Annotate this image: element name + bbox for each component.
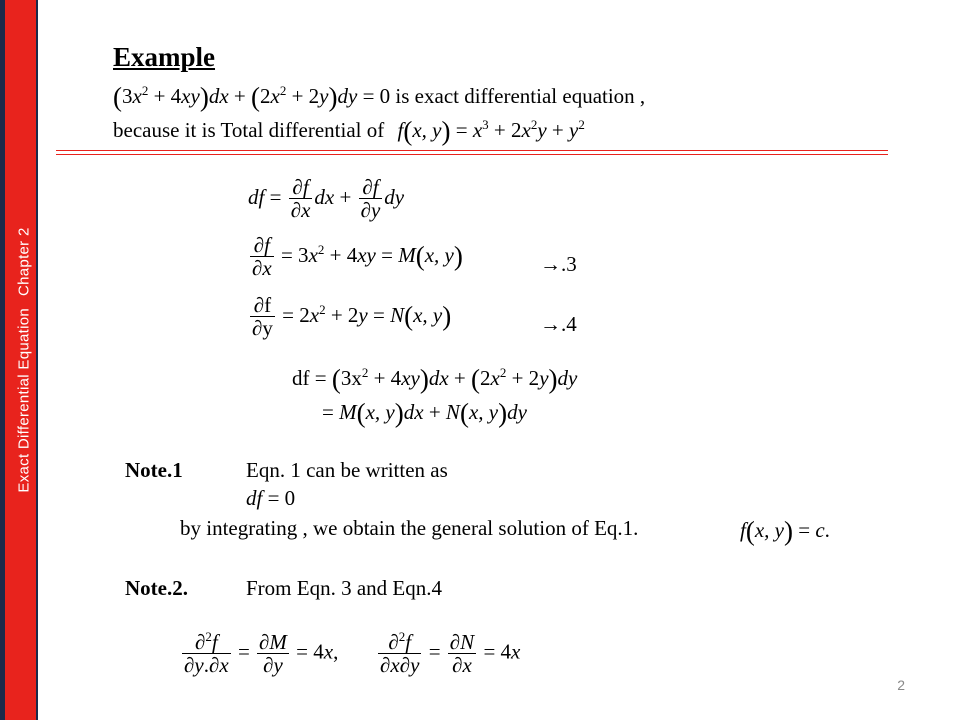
- intro-line-2: [113, 116, 585, 147]
- note2-text: From Eqn. 3 and Eqn.4: [246, 576, 442, 600]
- eq-expand-1: df = $(3x^2 + 4xy)dx + (2x^2 + 2y)dy$: [292, 364, 578, 394]
- slide-title: Example: [113, 42, 216, 72]
- intro-tail: is exact differential equation ,: [390, 84, 646, 108]
- note2-mixed-2: $\frac{\partial^2f}{\partial x\partial y}$ = $\frac{\partial N}{\partial x}$ = 4x: [380, 629, 521, 678]
- sidebar-chapter: Chapter 2: [15, 227, 33, 296]
- intro-equation: $(3x^2 + 4xy)dx + (2x^2 + 2y)dy = 0$: [113, 82, 391, 112]
- eq4-partial-y: $\frac{\partial f}{\partial y}$ = $2x^2 + 2y = N(x$, y): [252, 293, 452, 341]
- eq4-ref: →.4: [540, 312, 577, 336]
- eq3-partial-x: $\frac{\partial f}{\partial x}$ = $3x^2 + 4xy = M(x$, y): [252, 233, 463, 281]
- eq-df-total: df = $\frac{\partial f}{\partial x}$ dx + $\frac{\partial f}{\partial y}$ dy: [248, 175, 405, 223]
- sidebar: [0, 0, 38, 720]
- page-number: 2: [897, 677, 905, 693]
- note1-equation: df = 0: [246, 486, 296, 510]
- divider-rule-2: [56, 154, 888, 155]
- note1-label: Note.1: [125, 458, 183, 482]
- note2-mixed-1: $\frac{\partial^2f}{\partial y.\partial x}$ = $\frac{\partial M}{\partial y}$ = 4x,: [184, 629, 339, 678]
- intro-line2-text: because it is Total differential of: [113, 118, 385, 142]
- intro-line-1: [113, 82, 645, 113]
- note2-label: Note.2.: [125, 576, 188, 600]
- sidebar-caption: [16, 221, 33, 498]
- divider-rule: [56, 150, 888, 151]
- intro-function: f(x, $y) = x^3 + 2x^2y + y^2$: [397, 116, 585, 146]
- sidebar-topic: Exact Differential Equation: [15, 307, 33, 493]
- note1-text: Eqn. 1 can be written as: [246, 458, 448, 482]
- eq-expand-2: = M(x, y)dx + N(x, y)dy: [322, 398, 527, 428]
- eq3-ref: →.3: [540, 252, 577, 276]
- note1-solution: f(x, y) = c.: [740, 516, 830, 546]
- note1-line3: by integrating , we obtain the general solution of Eq.1.: [180, 516, 639, 540]
